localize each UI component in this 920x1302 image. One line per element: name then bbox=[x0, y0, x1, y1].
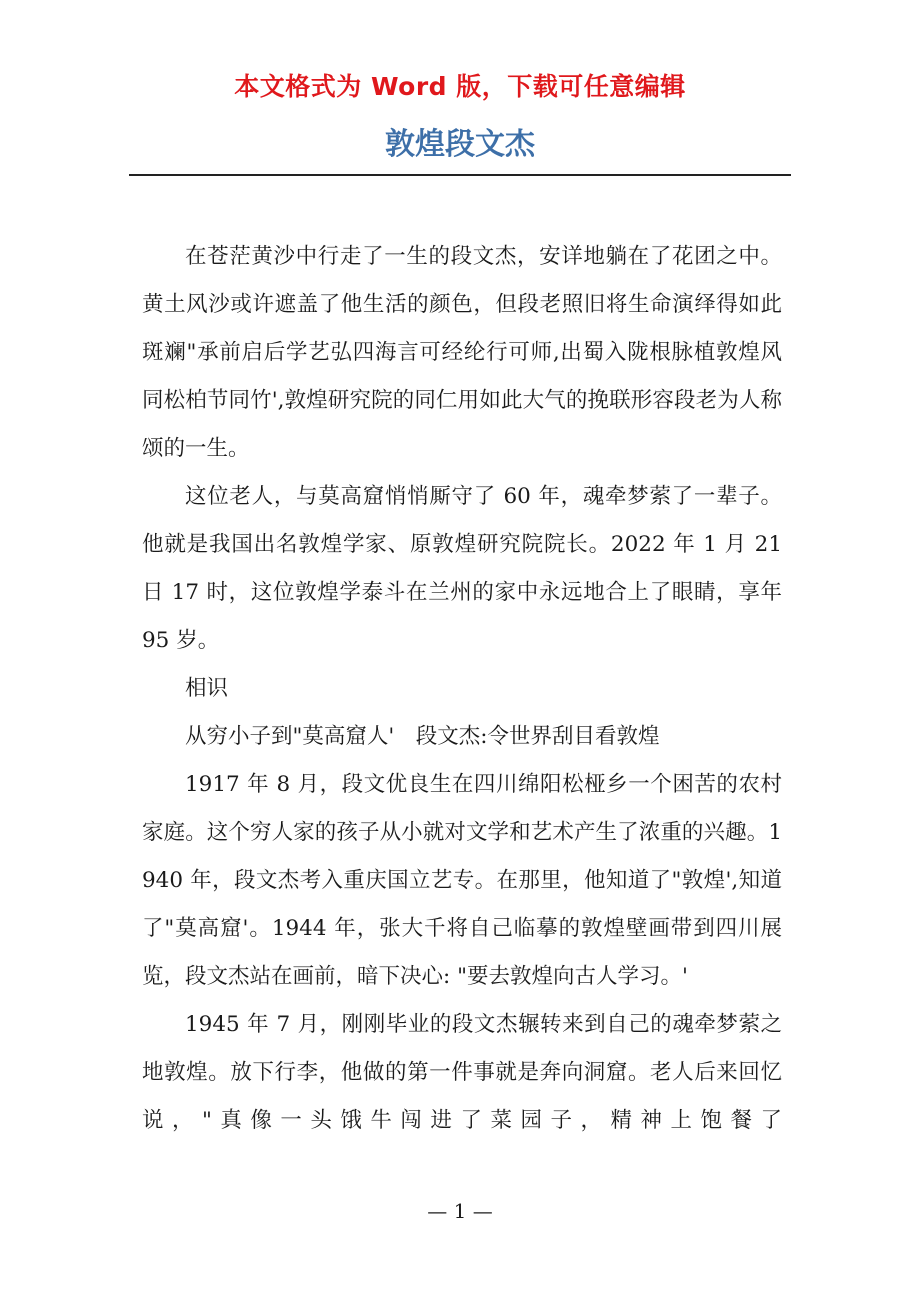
format-notice-banner: 本文格式为 Word 版，下载可任意编辑 bbox=[234, 72, 686, 101]
article-body bbox=[142, 233, 782, 1145]
paragraph-early-life: 1917 年 8 月，段文优良生在四川绵阳松桠乡一个困苦的农村家庭。这个穷人家的孩子从小就对文学和艺术产生了浓重的兴趣。1940 年，段文杰考入重庆国立艺专。在那里，他知道了"敦煌',知道了"莫高窟'。1944 年，张大千将自己临摹的敦煌壁画带到四川展览，段文杰站在画前，暗下决心: "要去敦煌向古人学习。' bbox=[142, 772, 782, 989]
section-heading: 相识 bbox=[185, 676, 229, 701]
paragraph-biography: 这位老人，与莫高窟悄悄厮守了 60 年，魂牵梦萦了一辈子。他就是我国出名敦煌学家、原敦煌研究院院长。2022 年 1 月 21 日 17 时，这位敦煌学泰斗在兰州的家中永远地合上了眼睛，享年 95 岁。 bbox=[142, 484, 782, 653]
paragraph-arrival-dunhuang: 1945 年 7 月，刚刚毕业的段文杰辗转来到自己的魂牵梦萦之地敦煌。放下行李，他做的第一件事就是奔向洞窟。老人后来回忆说，"真像一头饿牛闯进了菜园子，精神上饱餐了 bbox=[142, 1012, 782, 1133]
section-subheading: 从穷小子到"莫高窟人' 段文杰:令世界刮目看敦煌 bbox=[185, 724, 660, 749]
title-divider bbox=[129, 174, 791, 176]
page-number: — 1 — bbox=[427, 1199, 493, 1223]
paragraph-intro: 在苍茫黄沙中行走了一生的段文杰，安详地躺在了花团之中。黄土风沙或许遮盖了他生活的颜色，但段老照旧将生命演绎得如此斑斓"承前启后学艺弘四海言可经纶行可师,出蜀入陇根脉植敦煌风同松柏节同竹',敦煌研究院的同仁用如此大气的挽联形容段老为人称颂的一生。 bbox=[142, 244, 782, 461]
document-title: 敦煌段文杰 bbox=[385, 127, 535, 162]
